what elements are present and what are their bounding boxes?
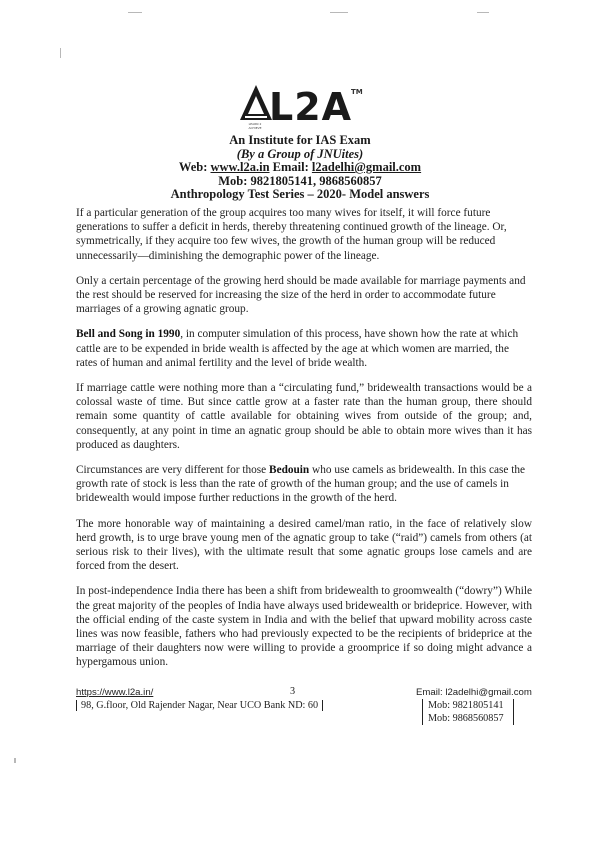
- institute-subtitle: (By a Group of JNUites): [236, 146, 364, 161]
- scan-speck: [14, 758, 16, 763]
- email-link[interactable]: l2adelhi@gmail.com: [311, 160, 422, 174]
- phone-numbers: Mob: 9821805141, 9868560857: [218, 173, 382, 188]
- footer-mobile-1: Mob: 9821805141: [422, 699, 514, 712]
- scan-speck: [477, 12, 489, 13]
- footer-url-link[interactable]: https://www.l2a.in/: [76, 687, 154, 698]
- paragraph: Only a certain percentage of the growing herd should be made available for marriage payments and the rest should be reserved for increasing the size of the herd in order to accommodate future marriages of a growing agnatic group.: [76, 274, 526, 316]
- paragraph: Circumstances are very different for those Bedouin who use camels as bridewealth. In this case the growth rate of stock is less than the rate of growth of the human group; and the use of camels in bridewealth would impose further reductions in the growth of the herd.: [76, 464, 526, 505]
- test-series-title: Anthropology Test Series – 2020- Model answers: [170, 187, 430, 201]
- bold-reference: Bell and Song in 1990: [76, 328, 181, 341]
- footer-mobile-2: Mob: 9868560857: [422, 712, 514, 725]
- logo-tagline: LEARN 2 ACHIEVE: [248, 122, 262, 130]
- footer-left: [76, 686, 323, 712]
- bold-term: Bedouin: [269, 464, 310, 477]
- paragraph: In post-independence India there has been a shift from bridewealth to groomwealth (“dowry”) While the great majority of the peoples of India have always used bridewealth or brideprice. However, with the official ending of the caste system in India and with the belief that upward mobility across caste lines was now feasible, fathers who had previously expected to be the recipients of brideprice at the marriage of their daughters now were willing to provide a groomprice if so doing might advance a hypergamous union.: [76, 585, 532, 669]
- article-body: [76, 206, 532, 681]
- scan-speck: [128, 12, 142, 13]
- footer-address: 98, G.floor, Old Rajender Nagar, Near UCO Bank ND: 60: [76, 700, 323, 711]
- website-link[interactable]: www.l2a.in: [210, 160, 270, 174]
- footer-email[interactable]: Email: l2adelhi@gmail.com: [416, 687, 532, 698]
- document-header: [0, 134, 600, 202]
- trademark-mark: TM: [351, 88, 363, 96]
- paragraph: If marriage cattle were nothing more than a “circulating fund,” bridewealth transactions would be a colossal waste of time. But since cattle grow at a faster rate than the human group, there should remain some quantity of cattle available for obtaining wives from outside of the group; and, consequently, at any point in time an agnatic group should be able to obtain more wives than it has produced as daughters.: [76, 382, 532, 451]
- scan-speck: [330, 12, 348, 13]
- footer-right: [416, 686, 532, 725]
- l2a-logo: [239, 84, 369, 130]
- paragraph: Bell and Song in 1990, in computer simulation of this process, have shown how the rate at which cattle are to be expended in bride wealth is affected by the age at which women are married, the rates of human and animal fertility and the level of bride wealth.: [76, 328, 519, 369]
- logo-text: L2A: [269, 85, 353, 129]
- paragraph: The more honorable way of maintaining a desired camel/man ratio, in the face of relatively slow herd growth, is to urge brave young men of the agnatic group to take (“raid”) camels from others (at serious risk to their lives), with the ultimate result that some agnatic groups lose camels and are forced from the desert.: [76, 517, 532, 573]
- institute-title: An Institute for IAS Exam: [229, 133, 371, 147]
- paragraph: If a particular generation of the group acquires too many wives for itself, it will force future generations to suffer a deficit in herds, thereby threatening continued growth of the lineage. Or, symmetrically, if they acquire too few wives, the growth of the human group will be reduced unnecessarily—diminishing the demographic power of the lineage.: [76, 207, 507, 262]
- email-label: Email:: [272, 160, 309, 174]
- triangle-logo-icon: [239, 84, 273, 122]
- web-label: Web:: [178, 160, 208, 174]
- contact-line: [0, 161, 600, 175]
- page-number: 3: [290, 686, 296, 697]
- scan-speck: [60, 48, 61, 58]
